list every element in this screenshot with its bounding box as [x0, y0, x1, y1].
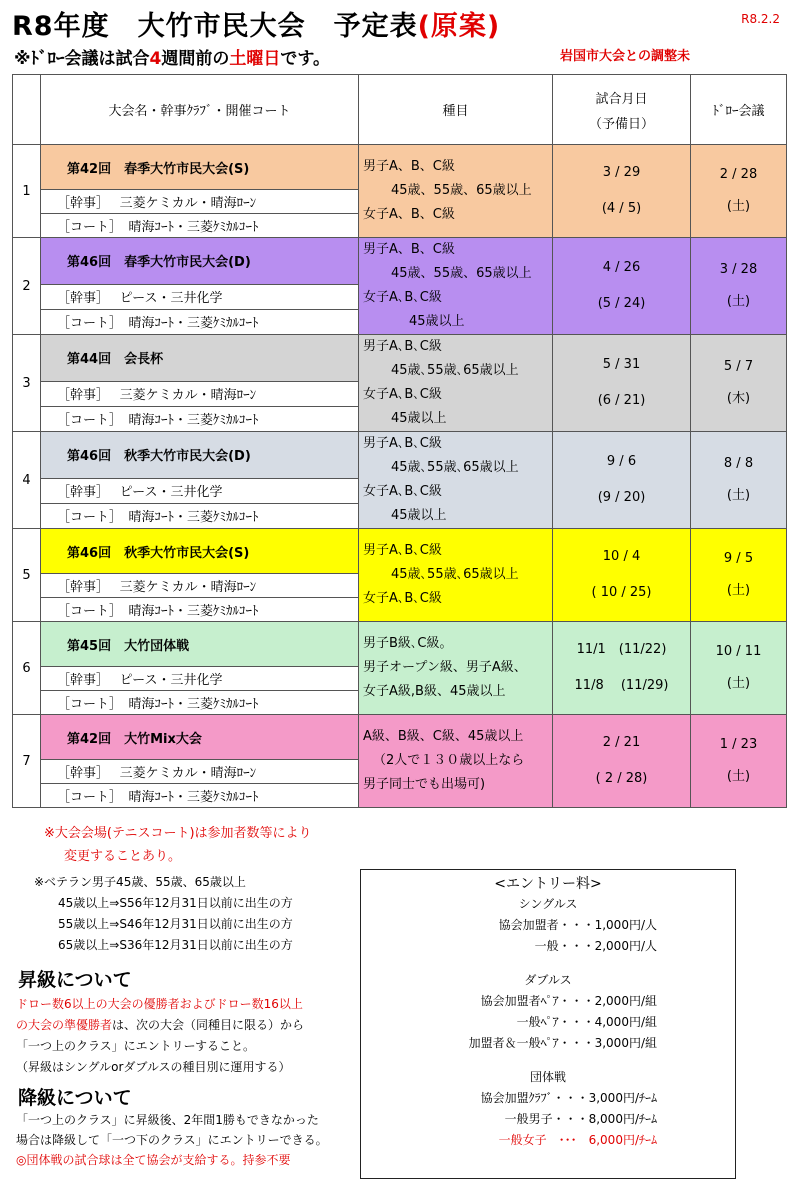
event-type: 女子A､B､C級 [363, 290, 442, 305]
team-fee-men: 一般男子・・・8,000円/ﾁｰﾑ [504, 1112, 657, 1126]
tournament-name: 第46回 秋季大竹市民大会(D) [41, 432, 359, 479]
promotion-line1: ドロー数6以上の大会の優勝者およびドロー数16以上 [16, 997, 303, 1011]
row-number: 5 [13, 529, 41, 622]
venue-court: ［コート］ 晴海ｺｰﾄ・三菱ｹﾐｶﾙｺｰﾄ [41, 406, 359, 431]
event-type: 男子A、B、C級 [363, 159, 455, 174]
event-types [359, 238, 553, 335]
tournament-row [13, 529, 787, 574]
draw-weekday: (土) [726, 488, 751, 503]
event-type: 男子同士でも出場可) [363, 777, 486, 792]
event-type: 女子A、B、C級 [363, 207, 455, 222]
team-ball-note: ◎団体戦の試合球は全て協会が支給する。持参不要 [16, 1153, 291, 1167]
tournament-name: 第46回 春季大竹市民大会(D) [41, 238, 359, 285]
match-date: 4 / 26 [602, 260, 641, 275]
match-dates [553, 529, 691, 622]
draw-weekday: (土) [726, 676, 751, 691]
event-type: 女子A､B､C級 [363, 387, 442, 402]
document-date: R8.2.2 [741, 12, 780, 26]
promotion-heading: 昇級について [18, 969, 132, 991]
demotion-text [16, 1110, 356, 1170]
match-dates [553, 622, 691, 715]
entry-fee-heading: <エントリー料> [494, 876, 602, 892]
draw-meeting [691, 622, 787, 715]
reserve-date: (9 / 20) [597, 490, 646, 505]
entry-fee-box [360, 869, 736, 1179]
venue-court: ［コート］ 晴海ｺｰﾄ・三菱ｹﾐｶﾙｺｰﾄ [41, 214, 359, 238]
draw-weekday: (木) [726, 391, 751, 406]
event-type: 45歳以上 [391, 411, 447, 426]
event-type: 女子A級,B級、45歳以上 [363, 684, 506, 699]
draw-meeting [691, 238, 787, 335]
venue-court: ［コート］ 晴海ｺｰﾄ・三菱ｹﾐｶﾙｺｰﾄ [41, 503, 359, 528]
event-types [359, 622, 553, 715]
draw-date: 10 / 11 [715, 644, 762, 659]
draw-date: 9 / 5 [723, 551, 754, 566]
event-types [359, 335, 553, 432]
match-date: 10 / 4 [602, 549, 641, 564]
title-draft-label: (原案) [417, 11, 501, 42]
match-dates [553, 432, 691, 529]
venue-court: ［コート］ 晴海ｺｰﾄ・三菱ｹﾐｶﾙｺｰﾄ [41, 784, 359, 808]
header-name: 大会名・幹事ｸﾗﾌﾞ・開催コート [41, 75, 359, 145]
draw-date: 1 / 23 [719, 737, 758, 752]
match-date: 3 / 29 [602, 165, 641, 180]
singles-fee-general: 一般・・・2,000円/人 [534, 939, 657, 953]
reserve-date: ( 10 / 25) [591, 585, 652, 600]
reserve-date: (4 / 5) [601, 201, 642, 216]
match-date: 2 / 21 [602, 735, 641, 750]
organizer-club: ［幹事］ 三菱ケミカル・晴海ﾛｰﾝ [41, 190, 359, 214]
reserve-date: 11/8 (11/29) [574, 678, 669, 693]
tournament-row [13, 335, 787, 382]
event-type: 男子A､B､C級 [363, 339, 442, 354]
tournament-row [13, 238, 787, 285]
event-type: 45歳、55歳、65歳以上 [391, 183, 532, 198]
event-types [359, 529, 553, 622]
promotion-line2 [16, 1015, 356, 1036]
draw-meeting [691, 432, 787, 529]
promotion-text [16, 994, 356, 1078]
event-type: 45歳､55歳､65歳以上 [391, 363, 519, 378]
reserve-date: (5 / 24) [597, 296, 646, 311]
veteran-55: 55歳以上⇒S46年12月31日以前に出生の方 [58, 917, 293, 931]
demotion-line1: 「一つ上のクラス」に昇級後、2年間1勝もできなかった [16, 1113, 319, 1127]
event-type: 男子A､B､C級 [363, 436, 442, 451]
header-num [13, 75, 41, 145]
event-type: 男子B級､C級｡ [363, 636, 446, 651]
draw-weekday: (土) [726, 769, 751, 784]
row-number: 7 [13, 715, 41, 808]
team-fee-women: 一般女子 ･･･ 6,000円/ﾁｰﾑ [498, 1133, 657, 1147]
team-fee-club: 協会加盟ｸﾗﾌﾞ・・・3,000円/ﾁｰﾑ [480, 1091, 657, 1105]
draw-weekday: (土) [726, 294, 751, 309]
organizer-club: ［幹事］ ピース・三井化学 [41, 284, 359, 309]
event-type: A級、B級、C級、45歳以上 [363, 729, 524, 744]
promotion-line2-red: の大会の準優勝者 [16, 1018, 113, 1032]
doubles-fee-mixed: 加盟者＆一般ﾍﾟｱ・・・3,000円/組 [468, 1036, 657, 1050]
draw-weekday: (土) [726, 583, 751, 598]
coordination-note: 岩国市大会との調整未 [560, 49, 691, 64]
singles-label: シングルス [518, 897, 578, 911]
match-date: 11/1 (11/22) [576, 642, 667, 657]
tournament-name: 第46回 秋季大竹市民大会(S) [41, 529, 359, 574]
event-type: 45歳以上 [409, 314, 465, 329]
veteran-note [34, 872, 293, 956]
tournament-name: 第42回 春季大竹市民大会(S) [41, 145, 359, 190]
header-draw: ﾄﾞﾛｰ会議 [691, 75, 787, 145]
draw-weekday: (土) [726, 199, 751, 214]
veteran-65: 65歳以上⇒S36年12月31日以前に出生の方 [58, 938, 293, 952]
promotion-line4: （昇級はシングルorダブルスの種目別に運用する） [16, 1060, 291, 1074]
event-types [359, 715, 553, 808]
row-number: 6 [13, 622, 41, 715]
table-header-row [13, 75, 787, 145]
row-number: 3 [13, 335, 41, 432]
venue-note-line1: ※大会会場(テニスコート)は参加者数等により [44, 826, 312, 841]
match-dates [553, 335, 691, 432]
draw-date: 2 / 28 [719, 167, 758, 182]
subtitle-red: 土曜日 [229, 49, 281, 69]
event-type: 45歳以上 [391, 508, 447, 523]
singles-fee-member: 協会加盟者・・・1,000円/人 [498, 918, 657, 932]
venue-note [44, 822, 312, 868]
draw-meeting [691, 145, 787, 238]
organizer-club: ［幹事］ ピース・三井化学 [41, 478, 359, 503]
row-number: 4 [13, 432, 41, 529]
match-date: 9 / 6 [606, 454, 637, 469]
header-date [553, 75, 691, 145]
doubles-fee-general: 一般ﾍﾟｱ・・・4,000円/組 [516, 1015, 657, 1029]
subtitle-pre: ※ﾄﾞﾛｰ会議は試合 [14, 49, 150, 69]
reserve-date: ( 2 / 28) [595, 771, 648, 786]
event-type: 男子A､B､C級 [363, 543, 442, 558]
promotion-line2-rest: は、次の大会（同種目に限る）から [112, 1018, 305, 1032]
organizer-club: ［幹事］ 三菱ケミカル・晴海ﾛｰﾝ [41, 574, 359, 598]
tournament-name: 第42回 大竹Mix大会 [41, 715, 359, 760]
tournament-row [13, 432, 787, 479]
draw-meeting [691, 529, 787, 622]
schedule-table [12, 74, 787, 808]
event-types [359, 432, 553, 529]
venue-court: ［コート］ 晴海ｺｰﾄ・三菱ｹﾐｶﾙｺｰﾄ [41, 309, 359, 334]
reserve-date: (6 / 21) [597, 393, 646, 408]
veteran-head: ※ベテラン男子45歳、55歳、65歳以上 [34, 875, 246, 889]
venue-court: ［コート］ 晴海ｺｰﾄ・三菱ｹﾐｶﾙｺｰﾄ [41, 598, 359, 622]
title-main: R8年度 大竹市民大会 予定表 [12, 11, 418, 42]
row-number: 1 [13, 145, 41, 238]
match-dates [553, 238, 691, 335]
header-type: 種目 [359, 75, 553, 145]
event-type: 女子A､B､C級 [363, 484, 442, 499]
demotion-heading: 降級について [18, 1087, 132, 1109]
demotion-line2: 場合は降級して「一つ下のクラス」にエントリーできる。 [16, 1133, 328, 1147]
event-type: 女子A､B､C級 [363, 591, 442, 606]
tournament-name: 第44回 会長杯 [41, 335, 359, 382]
tournament-row [13, 622, 787, 667]
subtitle-post: です。 [280, 49, 331, 69]
event-type: （2人で１３０歳以上なら [373, 753, 525, 768]
page-title [12, 4, 500, 43]
match-date: 5 / 31 [602, 357, 641, 372]
veteran-45: 45歳以上⇒S56年12月31日以前に出生の方 [58, 896, 293, 910]
header-date-line2: （予備日） [588, 116, 654, 132]
draw-date: 3 / 28 [719, 262, 758, 277]
promotion-line3: 「一つ上のクラス」にエントリーすること。 [16, 1039, 256, 1053]
tournament-name: 第45回 大竹団体戦 [41, 622, 359, 667]
event-type: 男子A、B、C級 [363, 242, 455, 257]
event-types [359, 145, 553, 238]
team-label: 団体戦 [529, 1070, 566, 1084]
venue-court: ［コート］ 晴海ｺｰﾄ・三菱ｹﾐｶﾙｺｰﾄ [41, 691, 359, 715]
event-type: 45歳､55歳､65歳以上 [391, 567, 519, 582]
subtitle-mid: 週間前の [161, 49, 230, 69]
organizer-club: ［幹事］ 三菱ケミカル・晴海ﾛｰﾝ [41, 381, 359, 406]
event-type: 男子オープン級、男子A級、 [363, 660, 527, 675]
draw-meeting [691, 335, 787, 432]
tournament-row [13, 715, 787, 760]
draw-date: 8 / 8 [723, 456, 754, 471]
draw-meeting [691, 715, 787, 808]
tournament-row [13, 145, 787, 190]
draw-date: 5 / 7 [723, 359, 754, 374]
doubles-fee-member: 協会加盟者ﾍﾟｱ・・・2,000円/組 [480, 994, 657, 1008]
organizer-club: ［幹事］ ピース・三井化学 [41, 667, 359, 691]
event-type: 45歳､55歳､65歳以上 [391, 460, 519, 475]
event-type: 45歳、55歳、65歳以上 [391, 266, 532, 281]
match-dates [553, 145, 691, 238]
row-number: 2 [13, 238, 41, 335]
draw-meeting-note [14, 44, 330, 69]
header-date-line1: 試合月日 [595, 91, 648, 107]
venue-note-line2: 変更することあり。 [64, 849, 182, 864]
subtitle-num: 4 [149, 49, 162, 69]
doubles-label: ダブルス [524, 973, 572, 987]
organizer-club: ［幹事］ 三菱ケミカル・晴海ﾛｰﾝ [41, 760, 359, 784]
match-dates [553, 715, 691, 808]
